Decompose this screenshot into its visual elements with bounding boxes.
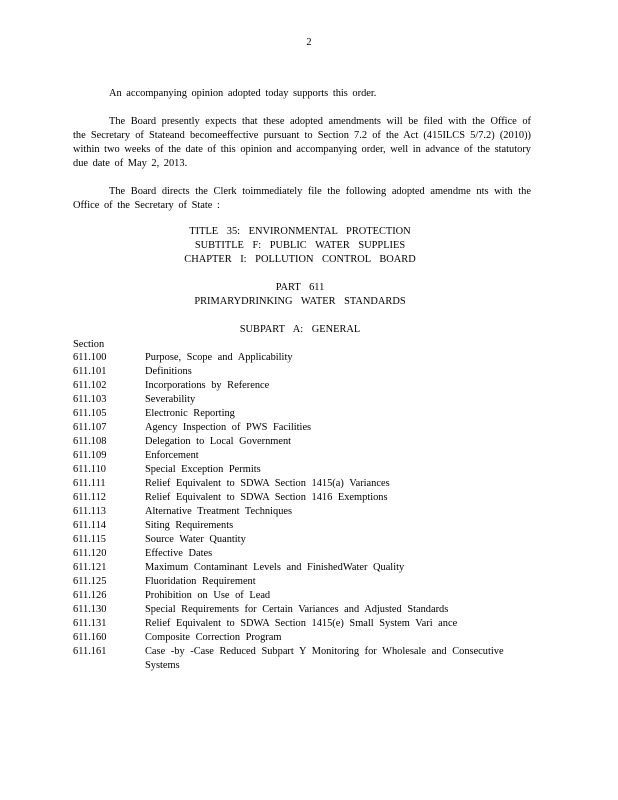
section-number: 611.113 — [73, 506, 106, 517]
paragraph-clerk-directive — [73, 185, 531, 213]
section-title: Siting Requirements — [145, 520, 234, 531]
paragraph-opinion — [73, 87, 531, 101]
section-title: Agency Inspection of PWS Facilities — [145, 422, 312, 433]
section-title: Severability — [145, 394, 196, 405]
section-title: Source Water Quantity — [145, 534, 246, 545]
section-number: 611.126 — [73, 590, 107, 601]
section-title: Delegation to Local Government — [145, 436, 292, 447]
section-title: Relief Equivalent to SDWA Section 1415(a) Variances — [145, 478, 390, 489]
section-number: 611.110 — [73, 464, 106, 475]
section-title: Maximum Contaminant Levels and FinishedWater Quality — [145, 562, 405, 573]
paragraph-clerk-directive-text: The Board directs the Clerk toimmediately file the following adopted amendme nts with the Office of the Secretary of State : — [73, 186, 531, 211]
section-title: Composite Correction Program — [145, 632, 282, 643]
section-entry — [73, 547, 533, 561]
section-entry — [73, 519, 533, 533]
section-number: 611.111 — [73, 478, 106, 489]
section-entry — [73, 435, 533, 449]
title-heading-block — [0, 225, 600, 267]
section-number: 611.114 — [73, 520, 106, 531]
section-entry — [73, 365, 533, 379]
section-title: Effective Dates — [145, 548, 213, 559]
section-title: Enforcement — [145, 450, 199, 461]
section-number: 611.121 — [73, 562, 107, 573]
subtitle-line: SUBTITLE F: PUBLIC WATER SUPPLIES — [194, 240, 406, 251]
part-heading-block — [0, 281, 600, 309]
section-number: 611.108 — [73, 436, 107, 447]
section-number: 611.107 — [73, 422, 107, 433]
part-line: PART 611 — [275, 282, 325, 293]
section-entry — [73, 449, 533, 463]
section-title: Incorporations by Reference — [145, 380, 270, 391]
section-number: 611.102 — [73, 380, 107, 391]
section-title: Electronic Reporting — [145, 408, 235, 419]
section-entry — [73, 631, 533, 645]
section-number: 611.103 — [73, 394, 107, 405]
section-table-of-contents — [73, 351, 533, 673]
section-title: Case -by -Case Reduced Subpart Y Monitoring for Wholesale and Consecutive Systems — [145, 646, 504, 671]
section-entry — [73, 407, 533, 421]
section-number: 611.161 — [73, 646, 107, 657]
section-entry — [73, 477, 533, 491]
section-column-label: Section — [73, 339, 105, 350]
section-entry — [73, 575, 533, 589]
section-number: 611.105 — [73, 408, 107, 419]
section-title: Fluoridation Requirement — [145, 576, 256, 587]
section-entry — [73, 617, 533, 631]
section-entry — [73, 463, 533, 477]
paragraph-filing-expectation-text: The Board presently expects that these adopted amendments will be filed with the Office of the Secretary of Stateand becomeeffective pursuant to Section 7.2 of the Act (415ILCS 5/7.2) (2010)) within two weeks of the date of this opinion and accompanying order, well in advance of the statutory due date of May 2, 2013. — [73, 116, 531, 169]
section-entry — [73, 491, 533, 505]
section-title: Purpose, Scope and Applicability — [145, 352, 293, 363]
section-title: Alternative Treatment Techniques — [145, 506, 293, 517]
subpart-line: SUBPART A: GENERAL — [239, 324, 361, 335]
section-title: Relief Equivalent to SDWA Section 1415(e) Small System Vari ance — [145, 618, 458, 629]
page-number: 2 — [306, 37, 312, 48]
section-entry — [73, 603, 533, 617]
section-entry — [73, 589, 533, 603]
section-number: 611.109 — [73, 450, 107, 461]
part-name-line: PRIMARYDRINKING WATER STANDARDS — [194, 296, 406, 307]
paragraph-filing-expectation — [73, 115, 531, 171]
section-number: 611.160 — [73, 632, 107, 643]
section-number: 611.115 — [73, 534, 106, 545]
section-entry — [73, 393, 533, 407]
section-entry — [73, 351, 533, 365]
section-title: Relief Equivalent to SDWA Section 1416 Exemptions — [145, 492, 388, 503]
section-entry — [73, 645, 533, 673]
section-number: 611.101 — [73, 366, 107, 377]
paragraph-opinion-text: An accompanying opinion adopted today supports this order. — [109, 88, 377, 99]
section-entry — [73, 505, 533, 519]
section-title: Special Exception Permits — [145, 464, 261, 475]
title-line: TITLE 35: ENVIRONMENTAL PROTECTION — [189, 226, 411, 237]
section-entry — [73, 421, 533, 435]
section-title: Prohibition on Use of Lead — [145, 590, 271, 601]
section-number: 611.130 — [73, 604, 107, 615]
section-number: 611.112 — [73, 492, 106, 503]
section-number: 611.131 — [73, 618, 107, 629]
section-title: Definitions — [145, 366, 192, 377]
section-entry — [73, 533, 533, 547]
chapter-line: CHAPTER I: POLLUTION CONTROL BOARD — [184, 254, 416, 265]
section-number: 611.100 — [73, 352, 107, 363]
subpart-heading — [0, 323, 600, 337]
section-entry — [73, 561, 533, 575]
section-title: Special Requirements for Certain Variances and Adjusted Standards — [145, 604, 449, 615]
section-number: 611.125 — [73, 576, 107, 587]
section-entry — [73, 379, 533, 393]
section-number: 611.120 — [73, 548, 107, 559]
